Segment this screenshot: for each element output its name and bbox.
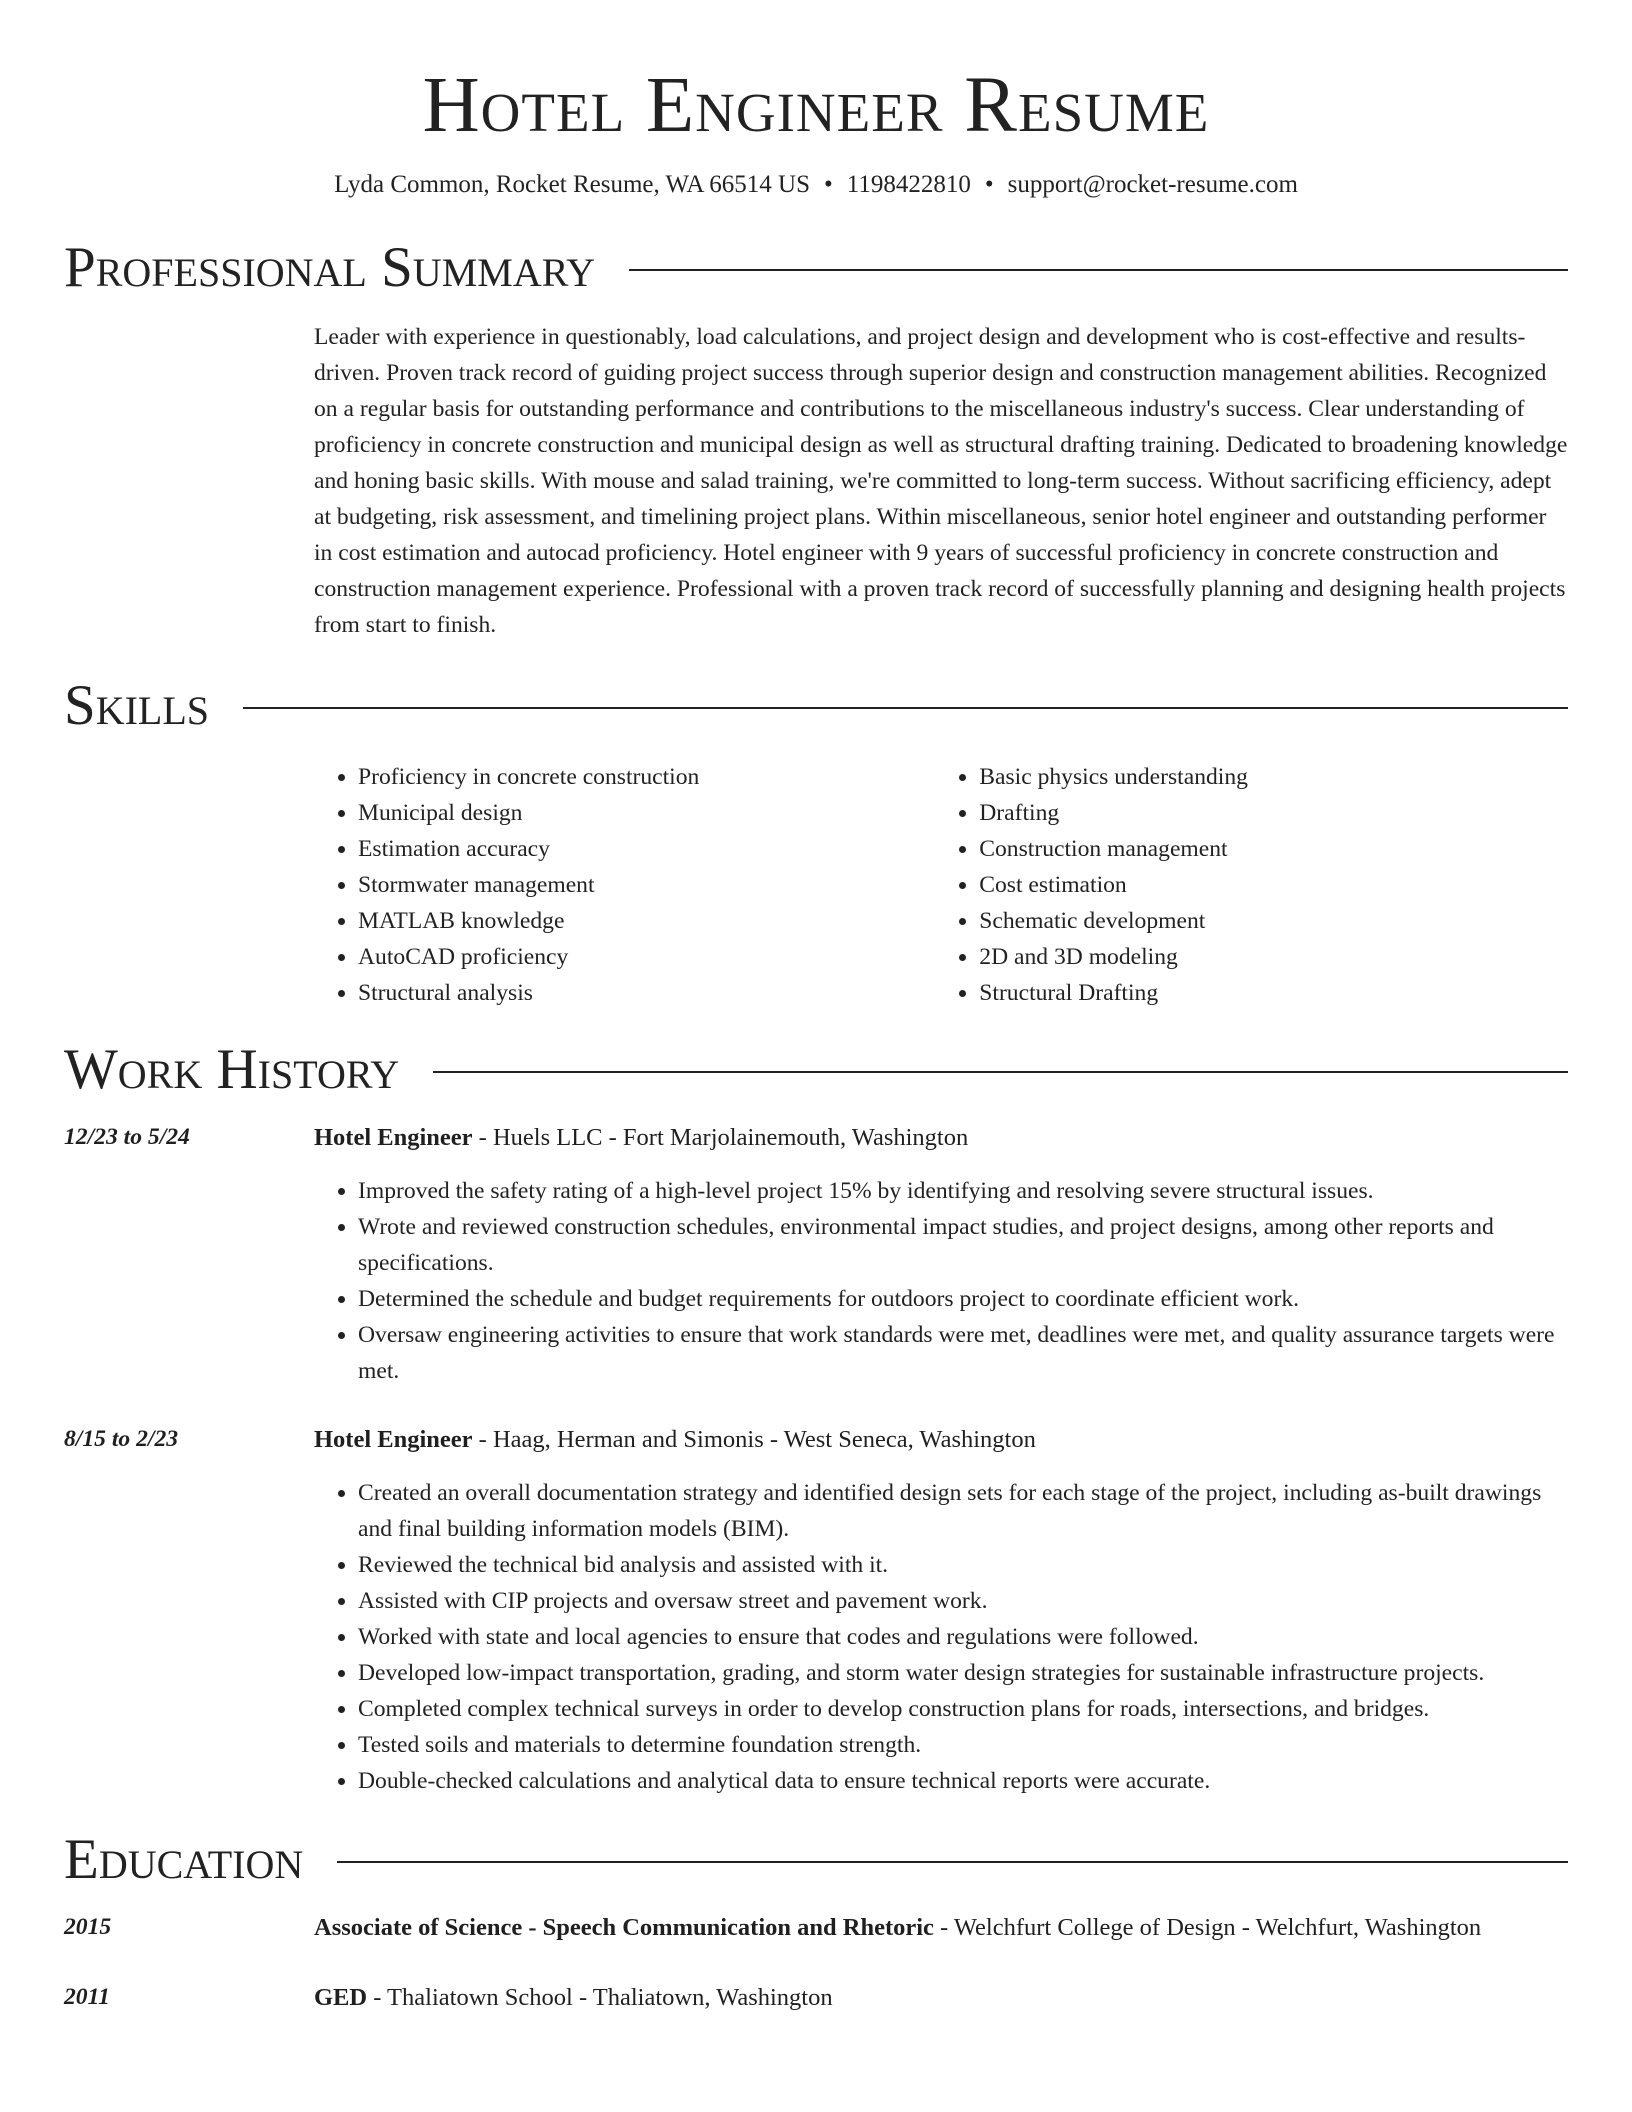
job-bullets [314,1475,1568,1799]
contact-separator: • [984,171,994,198]
skill-item: • AutoCAD proficiency [358,939,919,975]
job-bullet: • Assisted with CIP projects and oversaw street and pavement work. [358,1583,1568,1619]
education-headline [314,1979,1568,2017]
summary-text: Leader with experience in questionably, load calculations, and project design and development who is cost-effective and results-driven. Proven track record of guiding project success through superior design and construction management abilities. Recognized on a regular basis for outstanding performance and contributions to the miscellaneous industry's success. Clear understanding of proficiency in concrete construction and municipal design as well as structural drafting training. Dedicated to broadening knowledge and honing basic skills. With mouse and salad training, we're committed to long-term success. Without sacrificing efficiency, adept at budgeting, risk assessment, and timelining project plans. Within miscellaneous, senior hotel engineer and outstanding performer in cost estimation and autocad proficiency. Hotel engineer with 9 years of successful proficiency in concrete construction and construction management experience. Professional with a proven track record of successfully planning and designing health projects from start to finish. [314,324,1568,638]
work-section-header [64,1035,1568,1105]
summary-section-header [64,233,1568,303]
job-bullet: • Wrote and reviewed construction schedules, environmental impact studies, and project designs, among other reports and specifications. [358,1209,1568,1281]
job-headline [314,1119,1568,1157]
job-entry [64,1119,1568,1389]
skill-item: • Schematic development [979,903,1568,939]
job-entry [64,1421,1568,1799]
skills-list [314,759,1568,1011]
contact-phone: 1198422810 [846,171,971,198]
skill-item: • Structural analysis [358,975,919,1011]
resume-page [64,0,1568,2017]
resume-title: Hotel Engineer Resume [422,62,1210,149]
job-employer: - Haag, Herman and Simonis - West Seneca, Washington [472,1426,1036,1453]
skill-item: • Drafting [979,795,1568,831]
skill-item: • Estimation accuracy [358,831,919,867]
job-bullet: • Created an overall documentation strategy and identified design sets for each stage of the project, including as-built drawings and final building information models (BIM). [358,1475,1568,1547]
contact-separator: • [824,171,833,198]
job-bullets [314,1173,1568,1389]
job-bullet: • Reviewed the technical bid analysis and assisted with it. [358,1547,1568,1583]
job-bullet: • Improved the safety rating of a high-level project 15% by identifying and resolving severe structural issues. [358,1173,1568,1209]
job-headline [314,1421,1568,1459]
skill-item: • Cost estimation [979,867,1568,903]
education-heading: Education [64,1828,304,1891]
job-bullet: • Oversaw engineering activities to ensure that work standards were met, deadlines were met, and quality assurance targets were met. [358,1317,1568,1389]
skill-item: • Construction management [979,831,1568,867]
education-year: 2011 [64,1984,110,2010]
skills-heading: Skills [64,674,210,737]
job-bullet: • Double-checked calculations and analytical data to ensure technical reports were accurate. [358,1763,1568,1799]
skill-item: • Proficiency in concrete construction [358,759,919,795]
job-title: Hotel Engineer [314,1426,473,1453]
education-headline [314,1909,1568,1947]
job-dates: 12/23 to 5/24 [64,1124,190,1150]
job-body [314,1119,1568,1389]
job-bullet: • Developed low-impact transportation, grading, and storm water design strategies for sustainable infrastructure projects. [358,1655,1568,1691]
contact-address: Lyda Common, Rocket Resume, WA 66514 US [334,171,810,198]
education-section-header [64,1825,1568,1895]
work-heading: Work History [64,1038,400,1101]
job-dates: 8/15 to 2/23 [64,1426,179,1452]
education-degree: Associate of Science - Speech Communication and Rhetoric [314,1914,934,1941]
section-divider [433,1071,1568,1073]
education-entry [64,1909,1568,1947]
education-school: - Welchfurt College of Design - Welchfurt, Washington [933,1914,1482,1941]
summary-heading: Professional Summary [64,236,596,299]
skill-item: • Municipal design [358,795,919,831]
section-divider [337,1861,1568,1863]
education-entry [64,1979,1568,2017]
skills-section-header [64,671,1568,741]
job-body [314,1421,1568,1799]
skill-item: • MATLAB knowledge [358,903,919,939]
job-bullet: • Worked with state and local agencies to ensure that codes and regulations were followed. [358,1619,1568,1655]
education-year: 2015 [64,1914,112,1940]
section-divider [243,707,1568,709]
skills-column-right [935,759,1568,1011]
skill-item: • Basic physics understanding [979,759,1568,795]
skills-column-left [314,759,919,1011]
job-title: Hotel Engineer [314,1124,473,1151]
education-school: - Thaliatown School - Thaliatown, Washington [367,1984,833,2011]
section-divider [629,269,1568,271]
job-bullet: • Tested soils and materials to determine foundation strength. [358,1727,1568,1763]
job-bullet: • Determined the schedule and budget requirements for outdoors project to coordinate efficient work. [358,1281,1568,1317]
skill-item: • Stormwater management [358,867,919,903]
skill-item: • Structural Drafting [979,975,1568,1011]
skill-item: • 2D and 3D modeling [979,939,1568,975]
job-bullet: • Completed complex technical surveys in order to develop construction plans for roads, intersections, and bridges. [358,1691,1568,1727]
contact-email: support@rocket-resume.com [1007,171,1298,198]
contact-line [64,168,1568,202]
job-employer: - Huels LLC - Fort Marjolainemouth, Washington [472,1124,969,1151]
education-degree: GED [314,1984,368,2011]
